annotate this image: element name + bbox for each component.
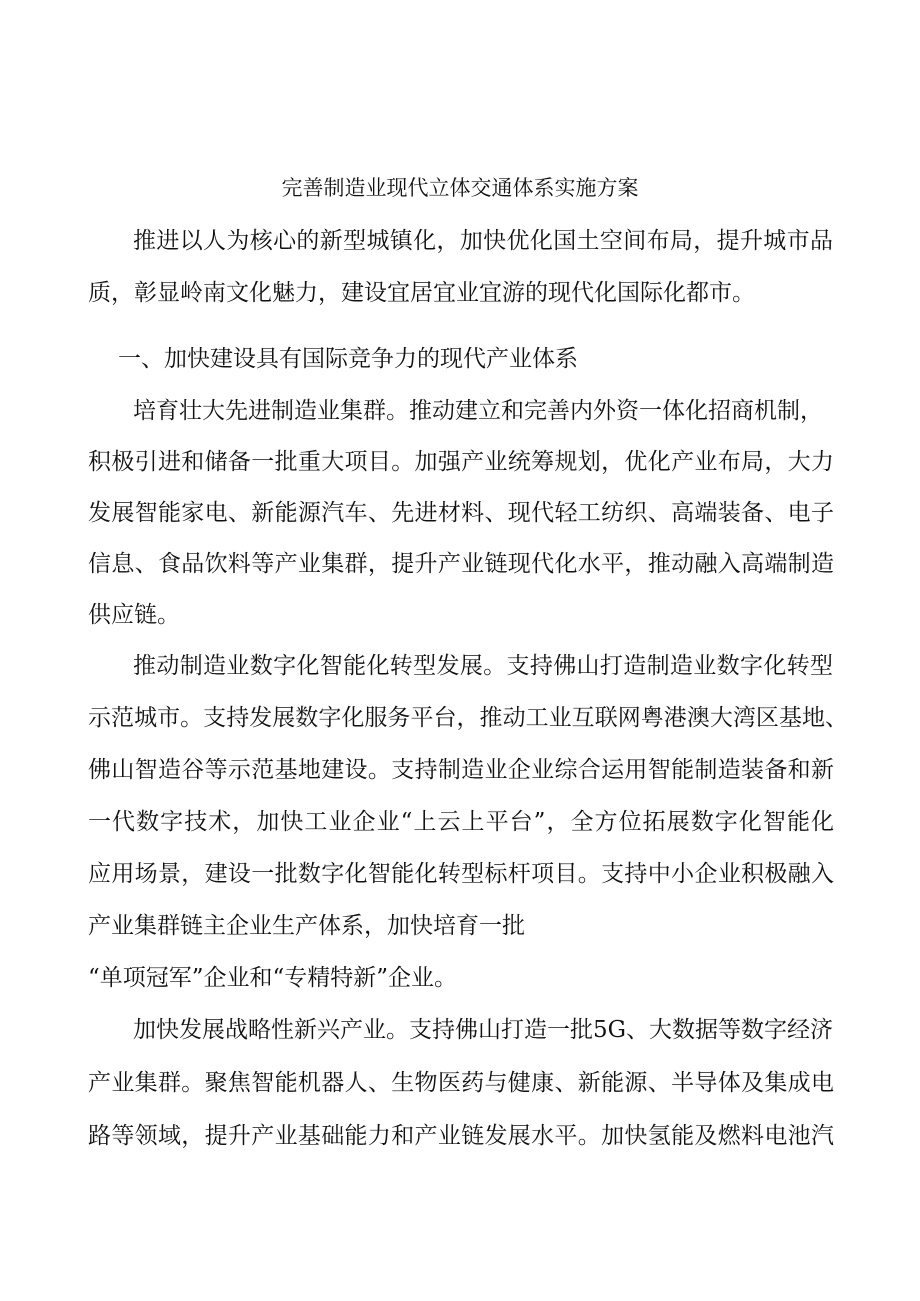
paragraph-line: 推动制造业数字化智能化转型发展。支持佛山打造制造业数字化转型 xyxy=(133,653,833,679)
document-title: 完善制造业现代立体交通体系实施方案 xyxy=(281,176,639,200)
paragraph-line: 加快发展战略性新兴产业。支持佛山打造一批5G、大数据等数字经济 xyxy=(133,1017,834,1043)
paragraph-line: 应用场景，建设一批数字化智能化转型标杆项目。支持中小企业积极融入 xyxy=(88,861,834,887)
paragraph-line: 质，彰显岭南文化魅力，建设宜居宜业宜游的现代化国际化都市。 xyxy=(88,280,755,306)
paragraph-line: 发展智能家电、新能源汽车、先进材料、现代轻工纺织、高端装备、电子 xyxy=(88,500,834,526)
paragraph-line: 培育壮大先进制造业集群。推动建立和完善内外资一体化招商机制， xyxy=(133,398,823,424)
paragraph-line: “单项冠军”企业和“专精特新”企业。 xyxy=(88,965,458,991)
paragraph-line: 产业集群链主企业生产体系，加快培育一批 xyxy=(88,913,525,939)
section-heading: 一、加快建设具有国际竞争力的现代产业体系 xyxy=(118,346,578,372)
paragraph-line: 示范城市。支持发展数字化服务平台，推动工业互联网粤港澳大湾区基地、 xyxy=(88,705,848,731)
paragraph-line: 路等领域，提升产业基础能力和产业链发展水平。加快氢能及燃料电池汽 xyxy=(88,1123,834,1149)
paragraph-line: 佛山智造谷等示范基地建设。支持制造业企业综合运用智能制造装备和新 xyxy=(88,757,834,783)
paragraph-line: 推进以人为核心的新型城镇化，加快优化国土空间布局，提升城市品 xyxy=(133,228,833,254)
paragraph-line: 供应链。 xyxy=(88,602,180,628)
paragraph-line: 信息、食品饮料等产业集群，提升产业链现代化水平，推动融入高端制造 xyxy=(88,551,834,577)
paragraph-line: 产业集群。聚焦智能机器人、生物医药与健康、新能源、半导体及集成电 xyxy=(88,1070,834,1096)
paragraph-line: 一代数字技术，加快工业企业“上云上平台”，全方位拓展数字化智能化 xyxy=(88,809,834,835)
paragraph-line: 积极引进和储备一批重大项目。加强产业统筹规划，优化产业布局，大力 xyxy=(88,449,834,475)
